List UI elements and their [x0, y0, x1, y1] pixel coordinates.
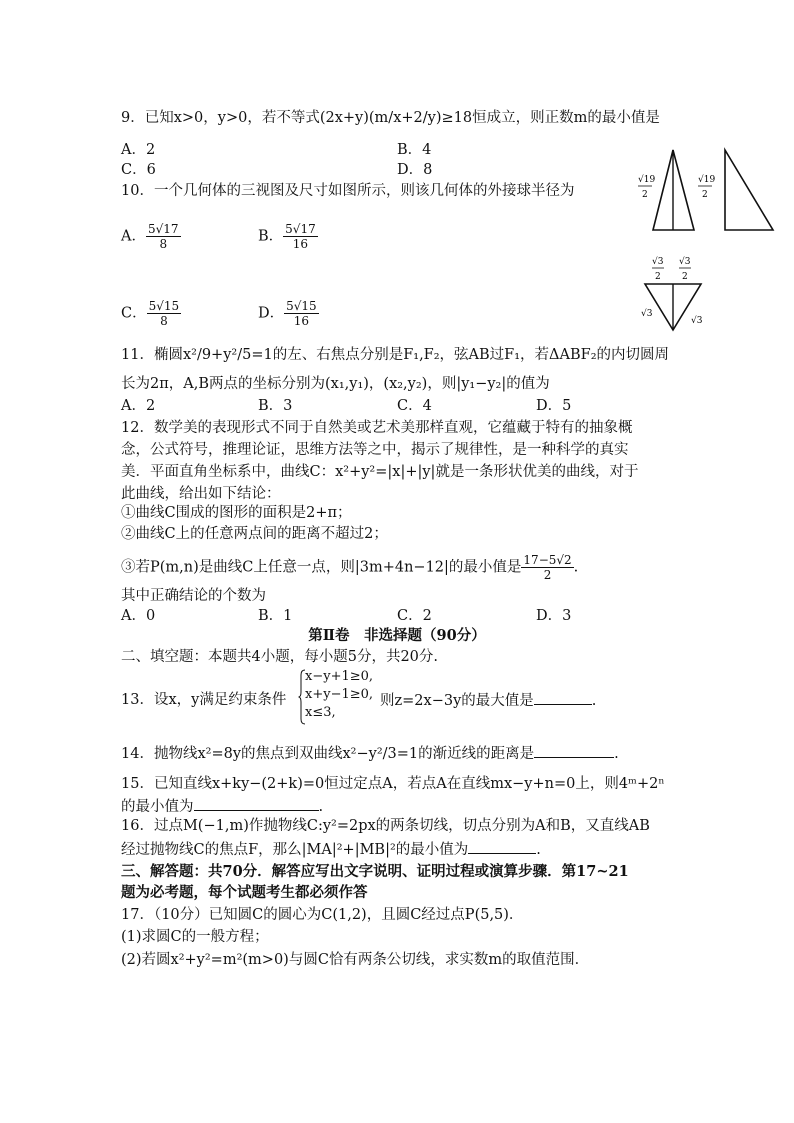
q13-answer-blank[interactable] [534, 690, 592, 705]
q17-part2: (2)若圆x²+y²=m²(m>0)与圆C恰有两条公切线，求实数m的取值范围． [121, 952, 590, 968]
q13-pre: 13．设x，y满足约束条件 [121, 692, 287, 708]
q10-option-b: B． $\frac{5√17}{16}$ [258, 222, 316, 251]
q9-stem: 9．已知x>0，y>0，若不等式(2x+y)(m/x+2/y)≥18恒成立，则正数m的最小值是 [121, 110, 660, 126]
label-mid-left-den: 2 [655, 272, 661, 282]
q12-conclusion-1: ①曲线C围成的图形的面积是2+π； [121, 505, 352, 521]
q9-option-d: D．8 [397, 162, 433, 178]
section3-line2: 题为必考题，每个试题考生都必须作答 [121, 884, 368, 901]
label-top-left-num: √19 [638, 175, 656, 185]
q11-option-d: D．5 [536, 398, 572, 414]
label-mid-left-num: √3 [652, 257, 664, 267]
q9-option-b: B．4 [397, 142, 432, 158]
q10-option-a: A． $\frac{5√17}{8}$ [121, 222, 179, 251]
q13-cond2: x+y−1≥0, [305, 687, 374, 702]
q10-stem: 10．一个几何体的三视图及尺寸如图所示，则该几何体的外接球半径为 [121, 183, 575, 199]
q9-option-a: A．2 [121, 142, 156, 158]
label-top-left-den: 2 [642, 190, 648, 200]
q12-option-b: B．1 [258, 608, 293, 624]
q11-line2: 长为2π，A,B两点的坐标分别为(x₁,y₁)，(x₂,y₂)，则|y₁−y₂|的值为 [121, 376, 550, 392]
q16-line1: 16．过点M(−1,m)作抛物线C:y²=2px的两条切线，切点分别为A和B，又直线AB [121, 818, 650, 834]
q14-text: 14．抛物线x²=8y的焦点到双曲线x²−y²/3=1的渐近线的距离是 . [121, 743, 619, 764]
section2-title: 第Ⅱ卷 非选择题（90分） [308, 627, 486, 644]
q12-line1: 12．数学美的表现形式不同于自然美或艺术美那样直观，它蕴藏于特有的抽象概 [121, 420, 633, 436]
q16-answer-blank[interactable] [468, 839, 536, 854]
fill-in-header: 二、填空题：本题共4小题，每小题5分，共20分. [121, 649, 439, 665]
label-mid-right-den: 2 [682, 272, 688, 282]
q16-line2: 经过抛物线C的焦点F，那么|MA|²+|MB|²的最小值为 . [121, 839, 541, 860]
q11-option-a: A．2 [121, 398, 156, 414]
side-view [725, 150, 773, 230]
q15-line2: 的最小值为 . [121, 796, 323, 817]
q10-option-d: D． $\frac{5√15}{16}$ [258, 299, 317, 328]
q9-option-c: C．6 [121, 162, 156, 178]
label-top-right-den: 2 [702, 190, 708, 200]
q12-line2: 念，公式符号，推理论证，思维方法等之中，揭示了规律性，是一种科学的真实 [121, 442, 629, 458]
label-bottom-left: √3 [641, 309, 653, 319]
label-bottom-right: √3 [691, 316, 703, 326]
q12-line4: 此曲线，给出如下结论： [121, 486, 281, 502]
q14-answer-blank[interactable] [534, 743, 614, 758]
q17-stem: 17．（10分）已知圆C的圆心为C(1,2)，且圆C经过点P(5,5)． [121, 907, 524, 923]
q12-conclusion-2: ②曲线C上的任意两点间的距离不超过2； [121, 526, 388, 542]
section3-line1: 三、解答题：共70分．解答应写出文字说明、证明过程或演算步骤．第17~21 [121, 863, 629, 880]
q13-post: 则z=2x−3y的最大值是 . [380, 690, 596, 711]
three-view-figure [628, 146, 778, 336]
q17-part1: (1)求圆C的一般方程； [121, 929, 269, 945]
q12-option-a: A．0 [121, 608, 156, 624]
q13-cond1: x−y+1≥0, [305, 669, 374, 684]
q11-option-c: C．4 [397, 398, 432, 414]
label-mid-right-num: √3 [679, 257, 691, 267]
q15-line1: 15．已知直线x+ky−(2+k)=0恒过定点A，若点A在直线mx−y+n=0上，则4ᵐ+2ⁿ [121, 776, 665, 792]
q12-option-c: C．2 [397, 608, 432, 624]
q13-cond3: x≤3, [305, 705, 336, 720]
q13-constraints [305, 668, 373, 722]
q12-conclusion-3: ③若P(m,n)是曲线C上任意一点，则|3m+4n−12|的最小值是 $\frac{17-5√2}{2}$ . [121, 553, 579, 582]
q12-line3: 美．平面直角坐标系中，曲线C：x²+y²=|x|+|y|就是一条形状优美的曲线，对于 [121, 464, 639, 480]
q15-answer-blank[interactable] [194, 796, 319, 811]
q12-option-d: D．3 [536, 608, 572, 624]
front-view [653, 150, 694, 230]
label-top-right-num: √19 [698, 175, 716, 185]
q11-line1: 11．椭圆x²/9+y²/5=1的左、右焦点分别是F₁,F₂，弦AB过F₁，若ΔABF₂的内切圆周 [121, 347, 670, 363]
q12-ask: 其中正确结论的个数为 [121, 588, 266, 604]
q10-option-c: C． $\frac{5√15}{8}$ [121, 299, 180, 328]
q11-option-b: B．3 [258, 398, 293, 414]
